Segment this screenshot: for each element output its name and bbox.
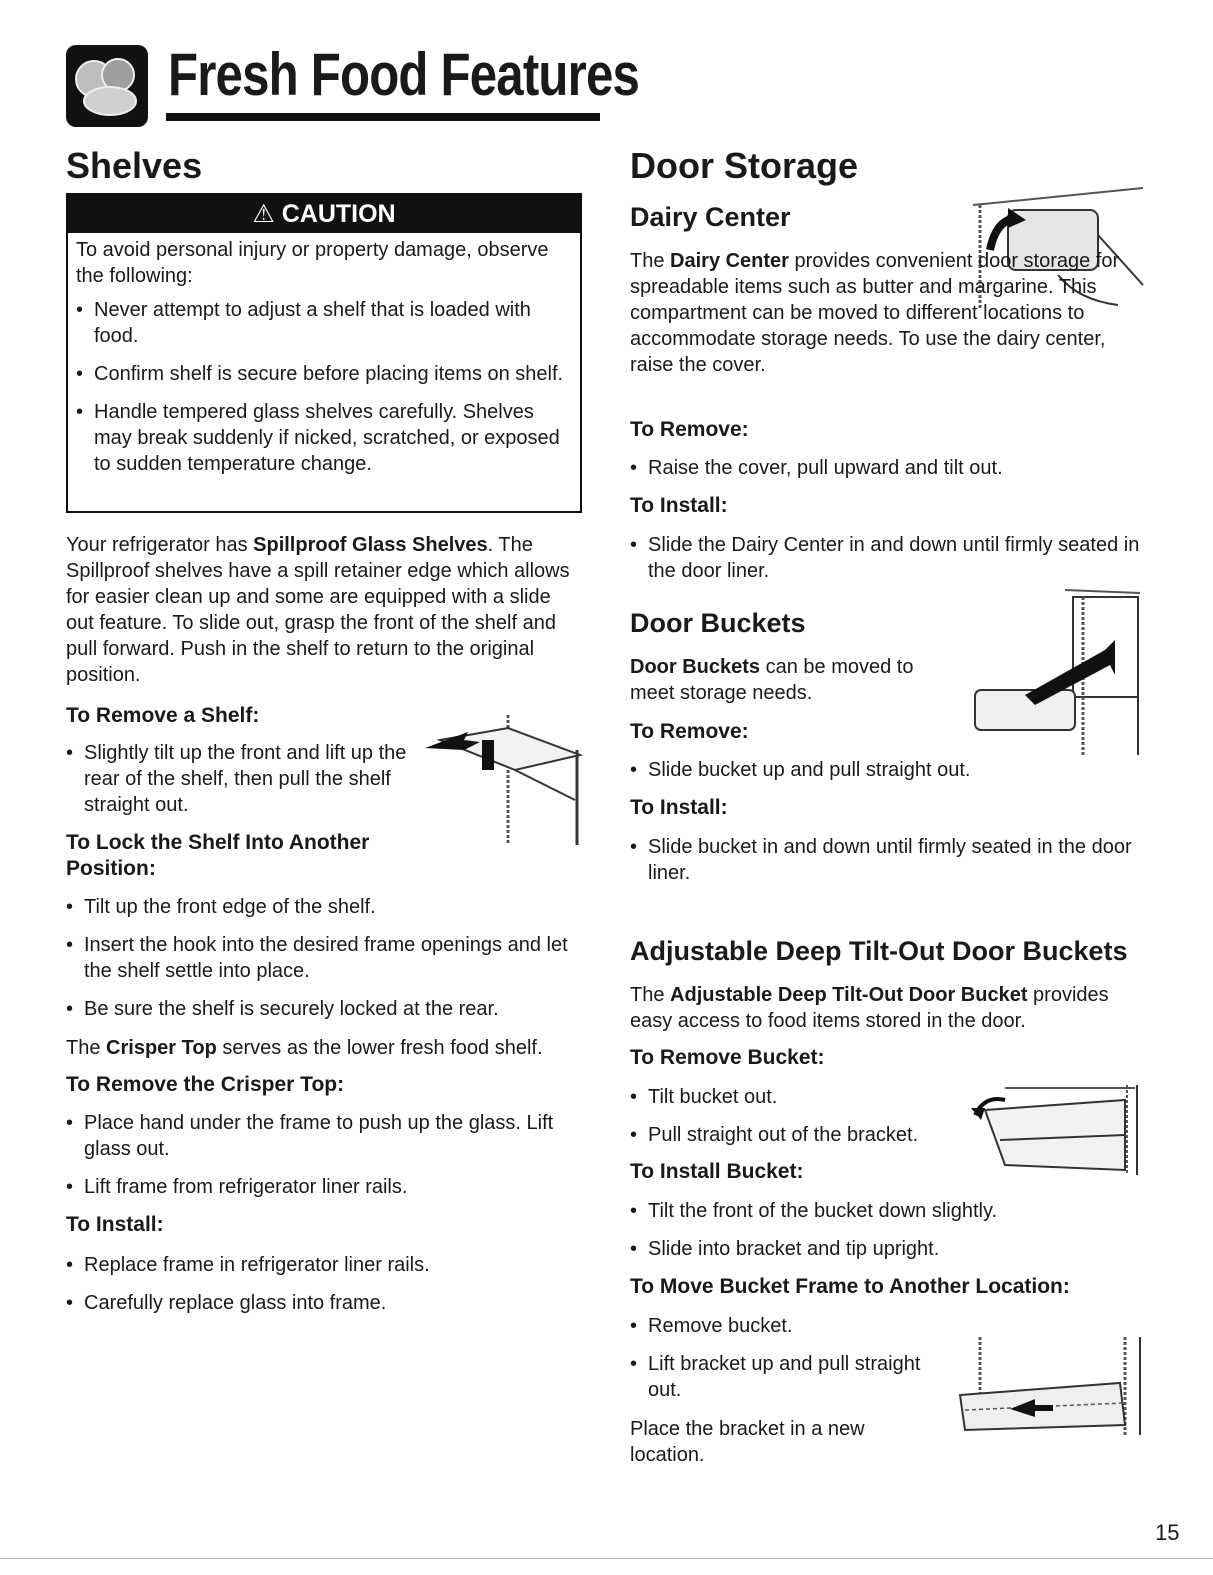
crisper-remove-item: • Place hand under the frame to push up the glass. Lift glass out. <box>66 1110 582 1162</box>
dairy-center-heading: Dairy Center <box>630 202 791 232</box>
crisper-remove-heading: To Remove the Crisper Top: <box>66 1073 345 1096</box>
bracket-illustration <box>955 1335 1145 1440</box>
lock-shelf-heading: To Lock the Shelf Into Another Position: <box>66 831 370 880</box>
place-bracket-text: Place the bracket in a new location. <box>630 1418 865 1466</box>
crisper-remove-item: • Lift frame from refrigerator liner rails. <box>66 1174 582 1200</box>
tilt-remove-list <box>630 1084 960 1148</box>
lock-shelf-item: • Insert the hook into the desired frame openings and let the shelf settle into place. <box>66 932 582 984</box>
tilt-out-text: The Adjustable Deep Tilt-Out Door Bucket provides easy access to food items stored in the door. <box>630 984 1109 1032</box>
lock-shelf-item: • Be sure the shelf is securely locked at the rear. <box>66 996 582 1022</box>
crisper-install-heading: To Install: <box>66 1213 164 1236</box>
page-title: Fresh Food Features <box>168 41 640 108</box>
tilt-out-bucket-illustration <box>965 1080 1145 1180</box>
food-icon <box>66 45 148 127</box>
shelf-illustration <box>420 710 590 850</box>
warning-icon: ⚠ <box>252 200 275 228</box>
door-storage-heading: Door Storage <box>630 145 859 186</box>
shelves-intro: Your refrigerator has Spillproof Glass Shelves. The Spillproof shelves have a spill retainer edge which allows for easier clean up and some are equipped with a slide out feature. To slide out, grasp the front of the shelf and pull forward. Push in the shelf to return to the original position. <box>66 534 570 686</box>
buckets-remove-item: • Slide bucket up and pull straight out. <box>630 757 1164 783</box>
tilt-remove-item: • Pull straight out of the bracket. <box>630 1122 960 1148</box>
door-buckets-text: Door Buckets can be moved to meet storage needs. <box>630 656 914 704</box>
dairy-install-heading: To Install: <box>630 494 728 517</box>
move-frame-item: • Lift bracket up and pull straight out. <box>630 1351 950 1403</box>
caution-bar <box>68 195 580 233</box>
remove-shelf-heading: To Remove a Shelf: <box>66 704 260 727</box>
dairy-remove-item: • Raise the cover, pull upward and tilt out. <box>630 455 1164 481</box>
tilt-remove-heading: To Remove Bucket: <box>630 1046 825 1069</box>
buckets-install-heading: To Install: <box>630 796 728 819</box>
crisper-remove-list <box>66 1110 582 1200</box>
caution-intro: To avoid personal injury or property damage, observe the following: <box>76 239 549 287</box>
bottom-border <box>0 1558 1213 1559</box>
tilt-install-list <box>630 1198 1146 1262</box>
tilt-install-item: • Tilt the front of the bucket down slightly. <box>630 1198 1146 1224</box>
caution-label: CAUTION <box>281 200 396 228</box>
shelves-heading: Shelves <box>66 145 203 186</box>
crisper-intro: The Crisper Top serves as the lower fresh food shelf. <box>66 1037 543 1059</box>
buckets-remove-heading: To Remove: <box>630 720 749 743</box>
header-rule <box>166 113 600 121</box>
door-buckets-illustration <box>965 585 1145 760</box>
move-frame-heading: To Move Bucket Frame to Another Location: <box>630 1275 1070 1298</box>
tilt-out-heading: Adjustable Deep Tilt-Out Door Buckets <box>630 936 1128 966</box>
crisper-install-item: • Carefully replace glass into frame. <box>66 1290 582 1316</box>
move-frame-item: • Remove bucket. <box>630 1313 950 1339</box>
door-buckets-heading: Door Buckets <box>630 608 806 638</box>
dairy-remove-heading: To Remove: <box>630 418 749 441</box>
crisper-install-item: • Replace frame in refrigerator liner rails. <box>66 1252 582 1278</box>
caution-box <box>66 193 582 513</box>
tilt-install-item: • Slide into bracket and tip upright. <box>630 1236 1146 1262</box>
tilt-remove-item: • Tilt bucket out. <box>630 1084 960 1110</box>
tilt-install-heading: To Install Bucket: <box>630 1160 804 1183</box>
dairy-install-item: • Slide the Dairy Center in and down until firmly seated in the door liner. <box>630 532 1164 584</box>
lock-shelf-item: • Tilt up the front edge of the shelf. <box>66 894 582 920</box>
remove-shelf-item: • Slightly tilt up the front and lift up the rear of the shelf, then pull the shelf straight out. <box>66 740 424 818</box>
move-frame-list <box>630 1313 950 1403</box>
caution-item: • Never attempt to adjust a shelf that is loaded with food. <box>76 297 572 349</box>
buckets-install-item: • Slide bucket in and down until firmly seated in the door liner. <box>630 834 1164 886</box>
crisper-install-list <box>66 1252 582 1316</box>
caution-item: • Handle tempered glass shelves carefully. Shelves may break suddenly if nicked, scratched, or exposed to sudden temperature change. <box>76 399 572 477</box>
page-number: 15 <box>1155 1520 1180 1545</box>
lock-shelf-list <box>66 894 582 1022</box>
caution-item: • Confirm shelf is secure before placing items on shelf. <box>76 361 572 387</box>
dairy-center-text: The Dairy Center provides convenient door storage for spreadable items such as butter and margarine. This compartment can be moved to different locations to accommodate storage needs. To use the dairy center, raise the cover. <box>630 250 1120 376</box>
